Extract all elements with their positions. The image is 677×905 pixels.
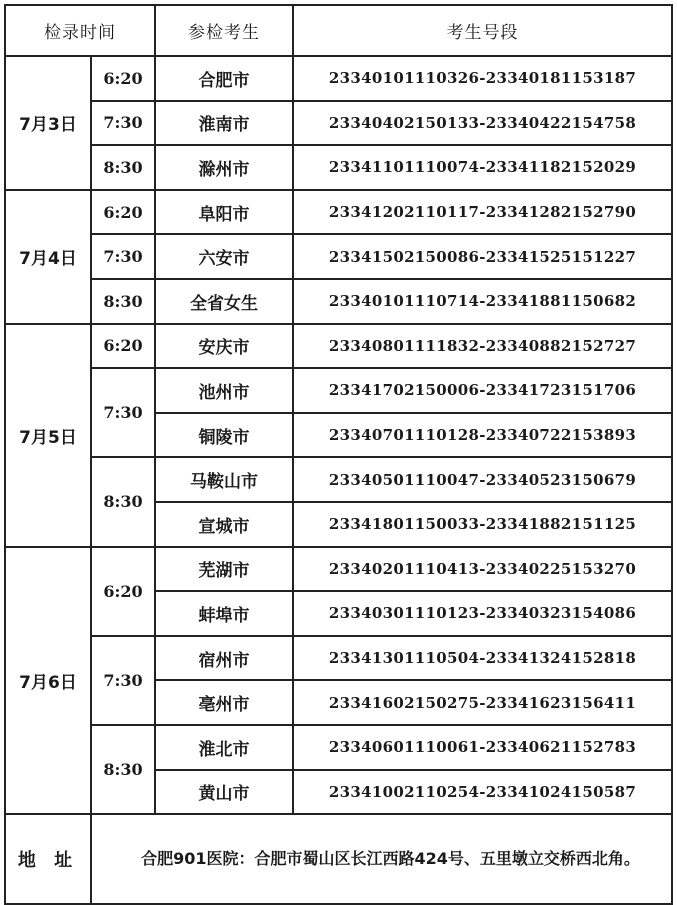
schedule-row xyxy=(5,368,672,413)
number-range-cell: 23340701110128-23340722153893 xyxy=(293,413,672,458)
time-cell: 7:30 xyxy=(91,101,155,146)
schedule-row xyxy=(5,190,672,235)
candidate-group-cell: 合肥市 xyxy=(155,56,293,101)
number-range-cell: 23340501110047-23340523150679 xyxy=(293,457,672,502)
header-row xyxy=(5,5,672,56)
date-cell: 7月5日 xyxy=(5,324,91,547)
number-range-cell: 23341101110074-23341182152029 xyxy=(293,145,672,190)
schedule-row xyxy=(5,279,672,324)
candidate-group-cell: 阜阳市 xyxy=(155,190,293,235)
address-label: 地 址 xyxy=(5,814,91,904)
time-cell: 8:30 xyxy=(91,457,155,546)
schedule-row xyxy=(5,547,672,592)
candidate-group-cell: 马鞍山市 xyxy=(155,457,293,502)
schedule-body xyxy=(5,56,672,904)
candidate-group-cell: 宿州市 xyxy=(155,636,293,681)
candidate-group-cell: 亳州市 xyxy=(155,680,293,725)
candidate-group-cell: 六安市 xyxy=(155,234,293,279)
number-range-cell: 23340801111832-23340882152727 xyxy=(293,324,672,369)
number-range-cell: 23340301110123-23340323154086 xyxy=(293,591,672,636)
number-range-cell: 23341801150033-23341882151125 xyxy=(293,502,672,547)
candidate-group-cell: 安庆市 xyxy=(155,324,293,369)
time-cell: 8:30 xyxy=(91,725,155,814)
number-range-cell: 23340201110413-23340225153270 xyxy=(293,547,672,592)
candidate-group-cell: 蚌埠市 xyxy=(155,591,293,636)
date-cell: 7月6日 xyxy=(5,547,91,815)
time-cell: 6:20 xyxy=(91,190,155,235)
address-row xyxy=(5,814,672,904)
time-cell: 7:30 xyxy=(91,234,155,279)
date-cell: 7月4日 xyxy=(5,190,91,324)
number-range-cell: 23341202110117-23341282152790 xyxy=(293,190,672,235)
candidate-group-cell: 池州市 xyxy=(155,368,293,413)
number-range-cell: 23340402150133-23340422154758 xyxy=(293,101,672,146)
number-range-cell: 23341702150006-23341723151706 xyxy=(293,368,672,413)
number-range-cell: 23340101110326-23340181153187 xyxy=(293,56,672,101)
time-cell: 8:30 xyxy=(91,279,155,324)
schedule-row xyxy=(5,457,672,502)
candidate-group-cell: 黄山市 xyxy=(155,770,293,815)
address-text: 合肥901医院：合肥市蜀山区长江西路424号、五里墩立交桥西北角。 xyxy=(91,814,672,904)
time-cell: 6:20 xyxy=(91,56,155,101)
number-range-cell: 23341502150086-23341525151227 xyxy=(293,234,672,279)
number-range-cell: 23340101110714-23341881150682 xyxy=(293,279,672,324)
header-candidate-group: 参检考生 xyxy=(155,5,293,56)
candidate-group-cell: 淮南市 xyxy=(155,101,293,146)
time-cell: 7:30 xyxy=(91,636,155,725)
time-cell: 6:20 xyxy=(91,324,155,369)
schedule-row xyxy=(5,56,672,101)
time-cell: 7:30 xyxy=(91,368,155,457)
exam-schedule-table xyxy=(4,4,673,905)
schedule-row xyxy=(5,324,672,369)
candidate-group-cell: 芜湖市 xyxy=(155,547,293,592)
schedule-row xyxy=(5,101,672,146)
schedule-row xyxy=(5,725,672,770)
candidate-group-cell: 铜陵市 xyxy=(155,413,293,458)
candidate-group-cell: 全省女生 xyxy=(155,279,293,324)
header-candidate-number-range: 考生号段 xyxy=(293,5,672,56)
schedule-row xyxy=(5,145,672,190)
time-cell: 8:30 xyxy=(91,145,155,190)
number-range-cell: 23341602150275-23341623156411 xyxy=(293,680,672,725)
number-range-cell: 23340601110061-23340621152783 xyxy=(293,725,672,770)
date-cell: 7月3日 xyxy=(5,56,91,190)
schedule-row xyxy=(5,234,672,279)
candidate-group-cell: 宣城市 xyxy=(155,502,293,547)
number-range-cell: 23341002110254-23341024150587 xyxy=(293,770,672,815)
schedule-row xyxy=(5,636,672,681)
candidate-group-cell: 淮北市 xyxy=(155,725,293,770)
number-range-cell: 23341301110504-23341324152818 xyxy=(293,636,672,681)
candidate-group-cell: 滁州市 xyxy=(155,145,293,190)
time-cell: 6:20 xyxy=(91,547,155,636)
header-check-in-time: 检录时间 xyxy=(5,5,155,56)
